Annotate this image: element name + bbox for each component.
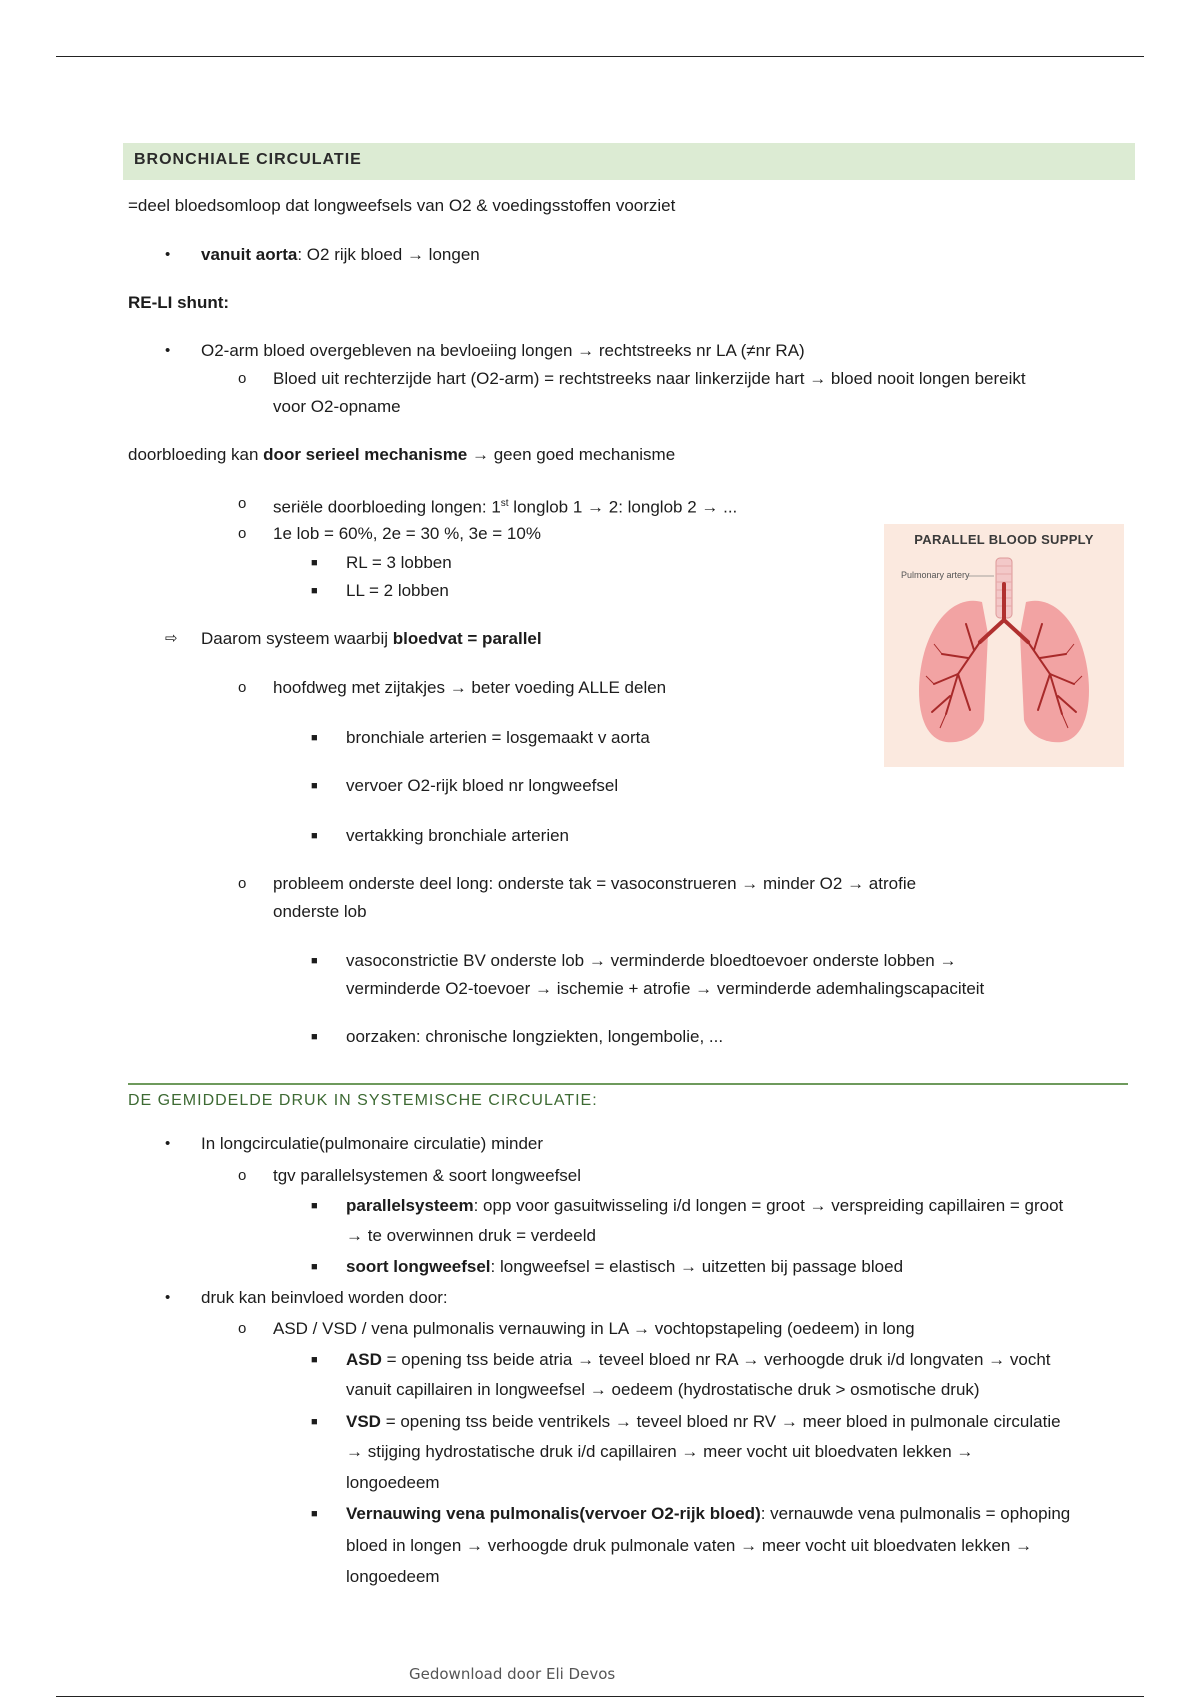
problem-line2: onderste lob — [273, 902, 367, 921]
top-rule — [56, 56, 1144, 57]
vaso-line2: verminderde O2-toevoer → ischemie + atrofie → verminderde ademhalingscapaciteit — [346, 979, 985, 998]
square-bullet-icon: ■ — [311, 1416, 318, 1428]
ll-text: LL = 2 lobben — [346, 581, 449, 600]
vsd-line1: VSD = opening tss beide ventrikels → teveel bloed nr RV → meer bloed in pulmonale circulatie — [346, 1412, 1061, 1431]
vsd-line3: longoedeem — [346, 1473, 440, 1492]
vsd-line2: → stijging hydrostatische druk i/d capillairen → meer vocht uit bloedvaten lekken → — [346, 1442, 974, 1461]
asd-line2: vanuit capillairen in longweefsel → oedeem (hydrostatische druk > osmotische druk) — [346, 1380, 980, 1399]
parallel-line: Daarom systeem waarbij bloedvat = parallel — [201, 629, 542, 648]
main-road-text: hoofdweg met zijtakjes → beter voeding ALLE delen — [273, 678, 667, 697]
section2-heading: DE GEMIDDELDE DRUK IN SYSTEMISCHE CIRCULATIE: — [128, 1092, 598, 1109]
shunt-heading: RE-LI shunt: — [128, 293, 230, 312]
square-bullet-icon: ■ — [311, 1200, 318, 1212]
figure-title: PARALLEL BLOOD SUPPLY — [914, 532, 1094, 547]
serial-line: seriële doorbloeding longen: 1st longlob 1 → 2: longlob 2 → ... — [273, 497, 738, 517]
causes-text: oorzaken: chronische longziekten, longembolie, ... — [346, 1027, 724, 1046]
arrow-bullet-icon: ⇨ — [165, 630, 178, 647]
vena-line3: longoedeem — [346, 1567, 440, 1586]
arteries-text-3: vertakking bronchiale arterien — [346, 826, 570, 845]
vena-line1: Vernauwing vena pulmonalis(vervoer O2-rijk bloed): vernauwde vena pulmonalis = ophoping — [346, 1504, 1071, 1523]
vena-line2: bloed in longen → verhoogde druk pulmonale vaten → meer vocht uit bloedvaten lekken → — [346, 1536, 1033, 1555]
perfusion-line: doorbloeding kan door serieel mechanisme → geen goed mechanisme — [128, 445, 676, 464]
problem-line1: probleem onderste deel long: onderste tak = vasoconstrueren → minder O2 → atrofie — [273, 874, 917, 893]
square-bullet-icon: ■ — [311, 1261, 318, 1273]
lung-tissue-line: soort longweefsel: longweefsel = elastisch → uitzetten bij passage bloed — [346, 1257, 904, 1276]
shunt-bullet-text: O2-arm bloed overgebleven na bevloeiing longen → rechtstreeks nr LA (≠nr RA) — [201, 341, 805, 360]
section-heading-band — [123, 143, 1135, 180]
lungs-illustration — [884, 524, 1124, 767]
parallel-system-line2: → te overwinnen druk = verdeeld — [346, 1226, 596, 1245]
square-bullet-icon: ■ — [311, 1508, 318, 1520]
circle-bullet-icon: o — [238, 1320, 247, 1337]
parallel-blood-supply-figure — [884, 524, 1124, 767]
bottom-rule — [56, 1696, 1144, 1697]
aorta-line: vanuit aorta: O2 rijk bloed → longen — [201, 245, 480, 264]
vaso-line1: vasoconstrictie BV onderste lob → verminderde bloedtoevoer onderste lobben → — [346, 951, 957, 970]
bullet-icon: • — [165, 1135, 171, 1152]
square-bullet-icon: ■ — [311, 1354, 318, 1366]
rl-text: RL = 3 lobben — [346, 553, 452, 572]
circle-bullet-icon: o — [238, 495, 247, 512]
circle-bullet-icon: o — [238, 679, 247, 696]
square-bullet-icon: ■ — [311, 830, 318, 842]
square-bullet-icon: ■ — [311, 780, 318, 792]
arteries-text-1: bronchiale arterien = losgemaakt v aorta — [346, 728, 650, 747]
bullet-icon: • — [165, 342, 171, 359]
square-bullet-icon: ■ — [311, 1031, 318, 1043]
shunt-sub-line2: voor O2-opname — [273, 397, 401, 416]
figure-label: Pulmonary artery — [901, 570, 970, 580]
asd-line1: ASD = opening tss beide atria → teveel bloed nr RA → verhoogde druk i/d longvaten → vocht — [346, 1350, 1051, 1369]
bullet-icon: • — [165, 246, 171, 263]
parallel-system-line1: parallelsysteem: opp voor gasuitwisseling i/d longen = groot → verspreiding capillairen = groot — [346, 1196, 1064, 1215]
bullet-icon: • — [165, 1289, 171, 1306]
circle-bullet-icon: o — [238, 525, 247, 542]
definition-text: =deel bloedsomloop dat longweefsels van O2 & voedingsstoffen voorziet — [128, 196, 676, 215]
shunt-sub-line1: Bloed uit rechterzijde hart (O2-arm) = rechtstreeks naar linkerzijde hart → bloed nooit longen bereikt — [273, 369, 1026, 388]
section-divider — [128, 1083, 1128, 1085]
pulm-sub-text: tgv parallelsystemen & soort longweefsel — [273, 1166, 582, 1185]
section-heading: BRONCHIALE CIRCULATIE — [134, 151, 362, 168]
download-footer: Gedownload door Eli Devos — [409, 1665, 616, 1683]
lobes-percent: 1e lob = 60%, 2e = 30 %, 3e = 10% — [273, 524, 541, 543]
circle-bullet-icon: o — [238, 875, 247, 892]
square-bullet-icon: ■ — [311, 732, 318, 744]
square-bullet-icon: ■ — [311, 585, 318, 597]
square-bullet-icon: ■ — [311, 955, 318, 967]
pulm-circ-text: In longcirculatie(pulmonaire circulatie) minder — [201, 1134, 544, 1153]
pressure-influence-text: druk kan beinvloed worden door: — [201, 1288, 448, 1307]
circle-bullet-icon: o — [238, 370, 247, 387]
arteries-text-2: vervoer O2-rijk bloed nr longweefsel — [346, 776, 619, 795]
circle-bullet-icon: o — [238, 1167, 247, 1184]
defects-text: ASD / VSD / vena pulmonalis vernauwing in LA → vochtopstapeling (oedeem) in long — [273, 1319, 915, 1338]
square-bullet-icon: ■ — [311, 557, 318, 569]
